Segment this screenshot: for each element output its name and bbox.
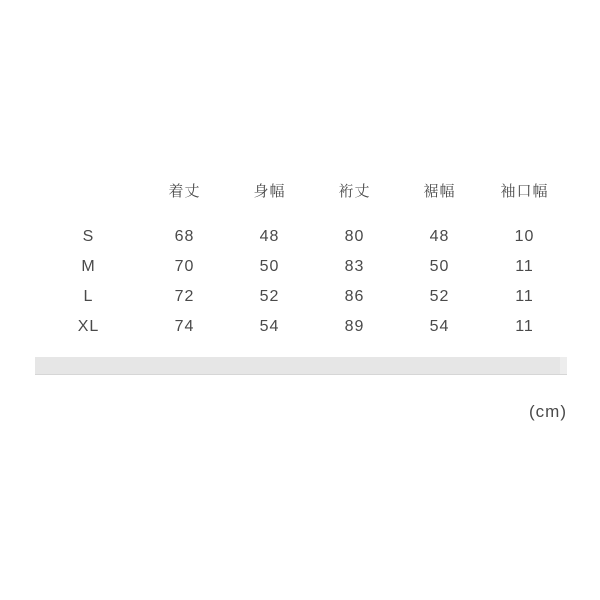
header-row xyxy=(35,176,567,222)
horizontal-scrollbar-track[interactable] xyxy=(35,357,567,375)
size-label: M xyxy=(81,258,96,275)
cell-value: 52 xyxy=(429,288,450,305)
unit-label: (cm) xyxy=(529,402,567,421)
table-row-m xyxy=(35,252,567,282)
cell-value: 80 xyxy=(344,228,365,245)
column-header-cuff-width: 袖口幅 xyxy=(500,182,549,200)
column-header-body-length: 着丈 xyxy=(168,182,201,200)
column-header-size xyxy=(35,176,142,222)
cell-value: 48 xyxy=(259,228,280,245)
cell-value: 10 xyxy=(514,228,535,245)
cell-value: 50 xyxy=(259,258,280,275)
cell-value: 11 xyxy=(515,258,534,275)
column-header-sleeve-length: 裄丈 xyxy=(338,182,371,200)
cell-value: 89 xyxy=(344,318,365,335)
column-header-body-width: 身幅 xyxy=(253,182,286,200)
cell-value: 83 xyxy=(344,258,365,275)
cell-value: 54 xyxy=(259,318,280,335)
cell-value: 11 xyxy=(515,318,534,335)
cell-value: 54 xyxy=(429,318,450,335)
cell-value: 11 xyxy=(515,288,534,305)
cell-value: 72 xyxy=(174,288,195,305)
size-chart-header xyxy=(35,176,567,222)
size-label: XL xyxy=(77,318,100,335)
table-row-xl xyxy=(35,312,567,342)
cell-value: 86 xyxy=(344,288,365,305)
size-label: L xyxy=(83,288,94,305)
cell-value: 74 xyxy=(174,318,195,335)
size-label: S xyxy=(82,228,95,245)
cell-value: 48 xyxy=(429,228,450,245)
horizontal-scrollbar-thumb[interactable] xyxy=(35,357,560,374)
column-header-hem-width: 裾幅 xyxy=(423,182,456,200)
cell-value: 70 xyxy=(174,258,195,275)
cell-value: 50 xyxy=(429,258,450,275)
size-chart-table xyxy=(35,176,567,342)
cell-value: 68 xyxy=(174,228,195,245)
cell-value: 52 xyxy=(259,288,280,305)
table-row-s xyxy=(35,222,567,252)
size-chart-body xyxy=(35,222,567,342)
table-row-l xyxy=(35,282,567,312)
